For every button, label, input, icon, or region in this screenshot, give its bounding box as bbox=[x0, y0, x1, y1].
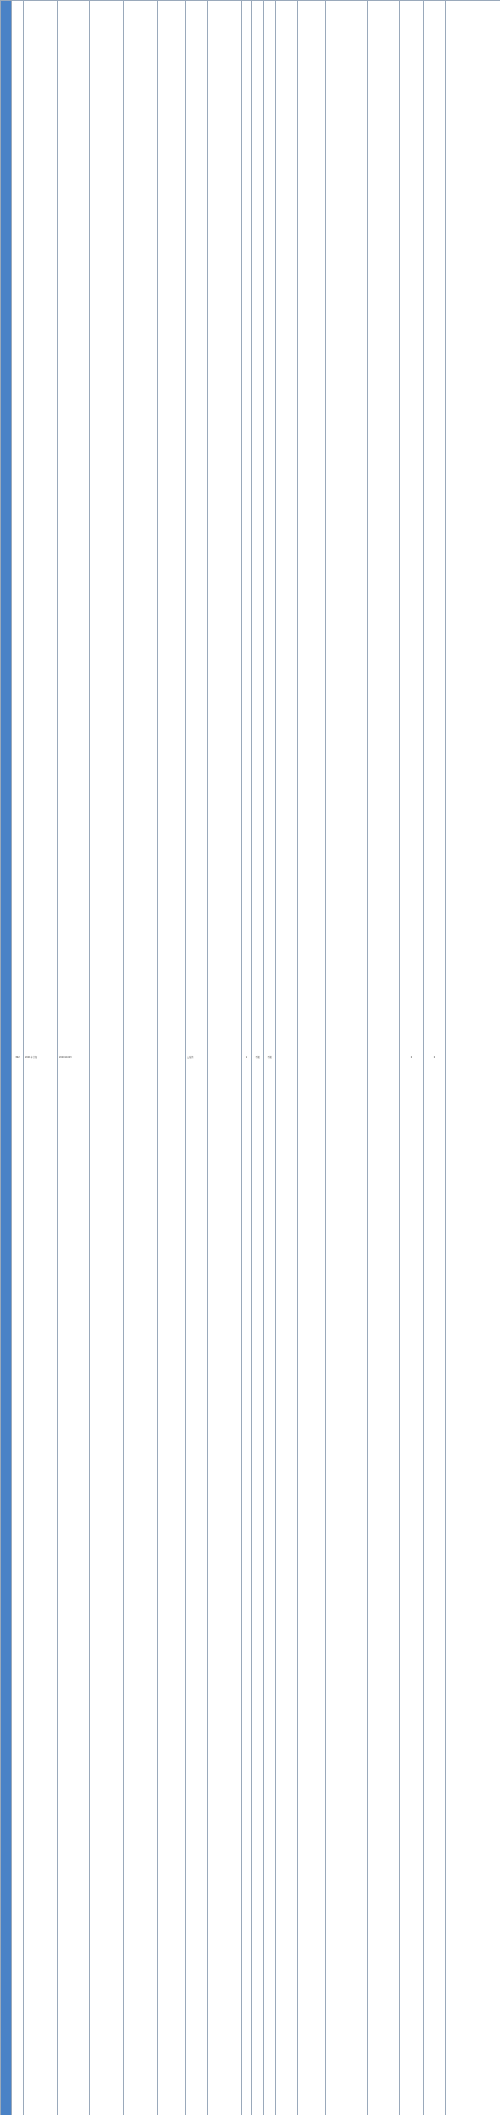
cell-major bbox=[298, 1, 326, 2115]
cell-req bbox=[326, 1, 368, 2115]
cell-type: 公益性 bbox=[186, 1, 208, 2115]
cell-edu bbox=[276, 1, 298, 2115]
cell-unit bbox=[158, 1, 186, 2115]
cell-age: 不限 bbox=[264, 1, 276, 2115]
cell-plan: 2021年计划 bbox=[24, 1, 58, 2115]
cell-region bbox=[124, 1, 158, 2115]
cell-cb: 0 bbox=[400, 1, 424, 2115]
cell-content bbox=[208, 1, 242, 2115]
cell-note bbox=[446, 1, 500, 2115]
cell-party bbox=[90, 1, 124, 2115]
cell-gender: 不限 bbox=[252, 1, 264, 2115]
cell-code: 202011023 bbox=[58, 1, 90, 2115]
table-row bbox=[1, 1, 500, 2115]
cell-no: 302 bbox=[12, 1, 24, 2115]
cell-count: 1 bbox=[242, 1, 252, 2115]
cell-cat bbox=[1, 1, 12, 2115]
cell-cc: 0 bbox=[424, 1, 446, 2115]
cell-tel bbox=[368, 1, 400, 2115]
